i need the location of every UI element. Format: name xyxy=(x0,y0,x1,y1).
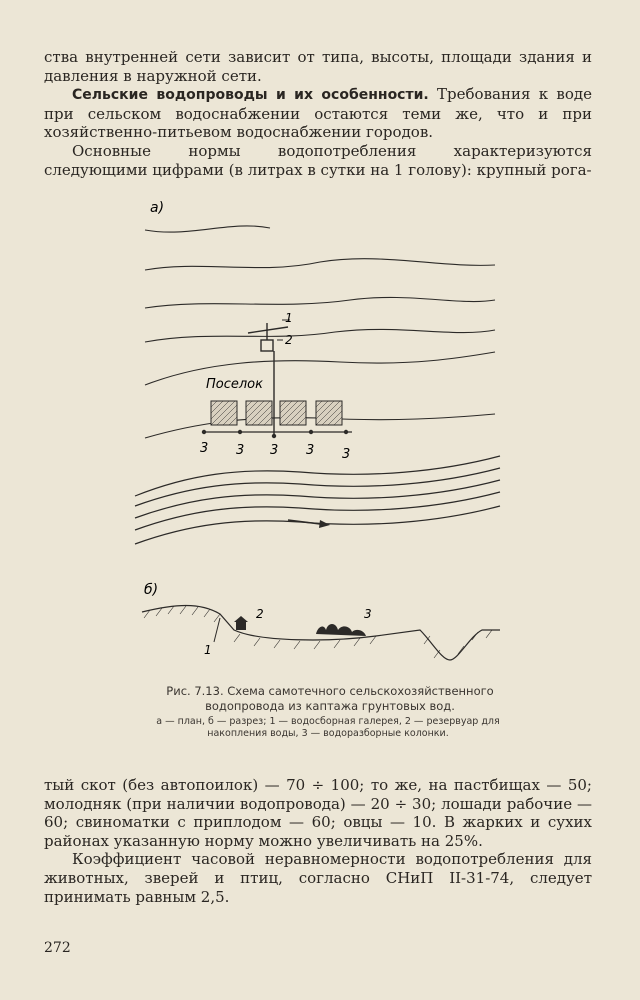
contour-line xyxy=(145,352,495,385)
section-elements xyxy=(234,616,366,636)
figure-label-a: а) xyxy=(150,200,165,216)
hydrant-dot xyxy=(344,430,348,434)
section-marker-1: 1 xyxy=(204,643,212,657)
hydrant-label: 3 xyxy=(200,441,209,456)
page-number: 272 xyxy=(44,940,71,956)
figure-label-b: б) xyxy=(144,582,159,598)
contour-line xyxy=(145,259,495,270)
hydrant-dot xyxy=(202,430,206,434)
hydrant-label: 3 xyxy=(270,443,279,458)
gallery-leader xyxy=(214,618,220,642)
river xyxy=(135,456,500,544)
figure-caption: Рис. 7.13. Схема самотечного сельскохозяйственного водопровода из каптажа грунтовых вод. xyxy=(166,684,494,713)
reservoir-section xyxy=(236,622,246,630)
hydrant-label: 3 xyxy=(306,443,315,458)
hydrant-labels xyxy=(200,441,350,462)
paragraph-continuation: ства внутренней сети зависит от типа, высоты, площади здания и давления в наружной сети. xyxy=(44,48,592,85)
contour-line xyxy=(145,297,495,308)
bottom-text-block xyxy=(44,776,592,906)
hydrant-dot xyxy=(309,430,313,434)
section-marker-3: 3 xyxy=(364,607,372,621)
figure-7-13 xyxy=(120,190,520,670)
contour-line xyxy=(145,226,270,232)
paragraph-norms-values: тый скот (без автопоилок) — 70 ÷ 100; то же, на пастбищах — 50; молодняк (при наличии водопровода) — 20 ÷ 30; лошади рабочие — 60; свиноматки с приплодом — 60; овцы — 10. В жарких и сухих районах указанную норму можно увеличивать на 25%. xyxy=(44,776,592,850)
figure-legend: а — план, б — разрез; 1 — водосборная галерея, 2 — резервуар для накопления воды, 3 — водоразборные колонки. xyxy=(156,716,500,739)
paragraph-rural-water-supply xyxy=(44,85,592,142)
hydrant-dot xyxy=(238,430,242,434)
section-heading: Сельские водопроводы и их особенности. xyxy=(72,87,429,104)
hydrant-dot xyxy=(272,434,276,438)
village-vegetation xyxy=(316,624,366,636)
section-marker-2: 2 xyxy=(256,607,264,621)
section-heading-body: Требования к воде при сельском водоснабжении остаются теми же, что и при хозяйственно-питьевом водоснабжении городов. xyxy=(44,85,592,142)
figure-diagram xyxy=(120,190,520,670)
hydrant-label: 3 xyxy=(236,443,245,458)
collection-gallery xyxy=(248,327,288,333)
plan-marker-2: 2 xyxy=(285,333,293,347)
village-label: Поселок xyxy=(206,377,263,392)
top-text-block xyxy=(44,48,592,179)
hydrant-dots xyxy=(202,430,348,438)
reservoir-roof xyxy=(234,616,248,622)
contour-line xyxy=(145,329,495,342)
paragraph-norms-intro: Основные нормы водопотребления характеризуются следующими цифрами (в литрах в сутки на 1 голову): крупный рога- xyxy=(44,141,592,179)
hydrant-label: 3 xyxy=(342,447,351,462)
plan-marker-1: 1 xyxy=(285,311,293,325)
river-bank xyxy=(135,506,500,544)
paragraph-coefficient: Коэффициент часовой неравномерности водопотребления для животных, зверей и птиц, согласно СНиП II-31-74, следует принимать равным 2,5. xyxy=(44,850,592,906)
reservoir-box xyxy=(261,340,273,351)
